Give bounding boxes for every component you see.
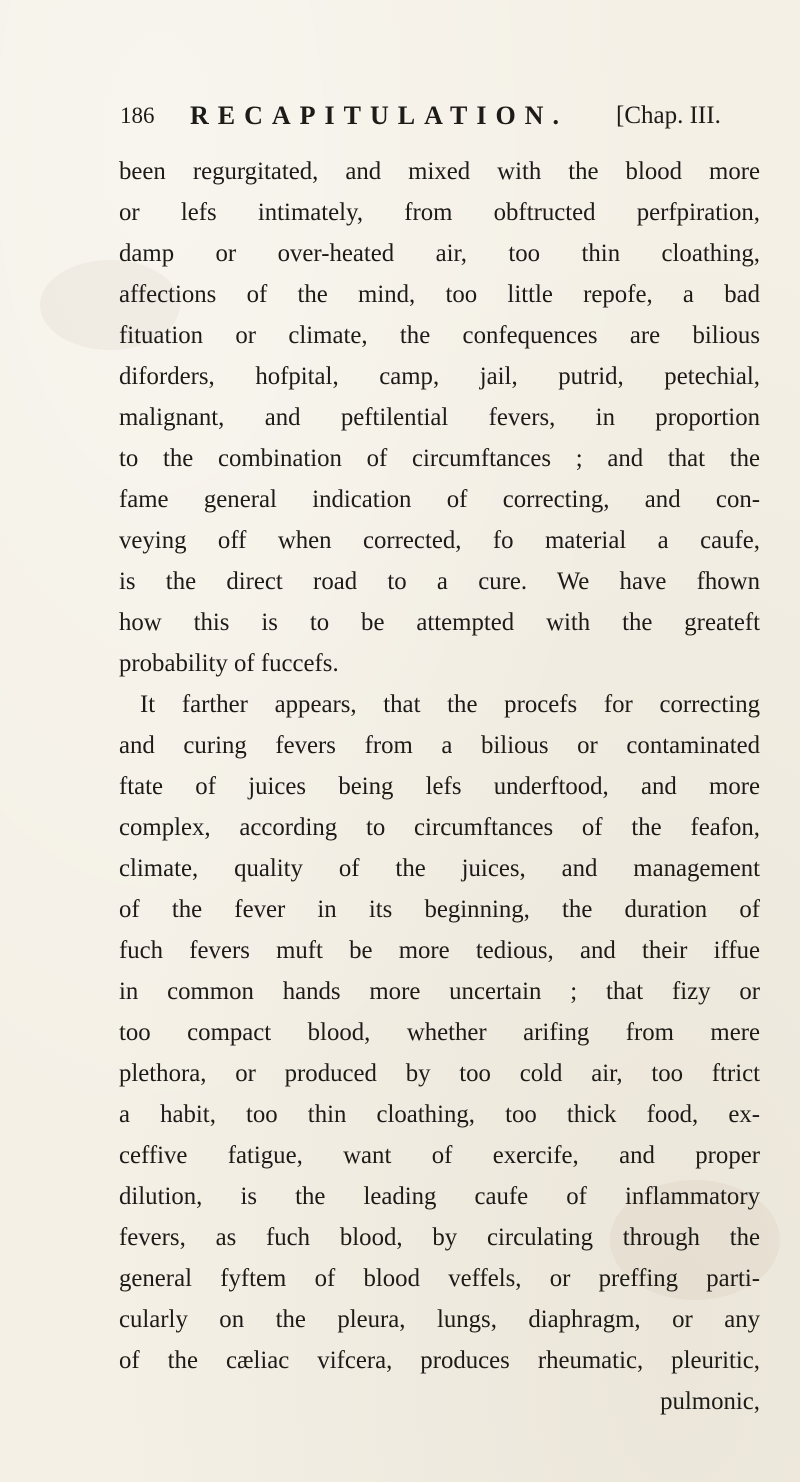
text-line: and curing fevers from a bilious or contaminated: [119, 732, 760, 759]
text-line: general fyftem of blood veffels, or preffing parti-: [119, 1265, 760, 1292]
text-line: complex, according to circumftances of the feafon,: [119, 814, 760, 841]
text-line: of the fever in its beginning, the duration of: [119, 896, 760, 923]
text-line: veying off when corrected, fo material a caufe,: [119, 527, 760, 554]
text-line: fevers, as fuch blood, by circulating through the: [119, 1224, 760, 1251]
text-line: ceffive fatigue, want of exercife, and proper: [119, 1142, 760, 1169]
text-line: a habit, too thin cloathing, too thick food, ex-: [119, 1101, 760, 1128]
text-line: malignant, and peftilential fevers, in proportion: [119, 404, 760, 431]
text-line: fituation or climate, the confequences are bilious: [119, 322, 760, 349]
text-line: plethora, or produced by too cold air, too ftrict: [119, 1060, 760, 1087]
text-line: damp or over-heated air, too thin cloathing,: [119, 240, 760, 267]
text-line: diforders, hofpital, camp, jail, putrid, petechial,: [119, 363, 760, 390]
text-line: ftate of juices being lefs underftood, and more: [119, 773, 760, 800]
text-line: cularly on the pleura, lungs, diaphragm, or any: [119, 1306, 760, 1333]
text-line: been regurgitated, and mixed with the blood more: [119, 158, 760, 185]
text-line: too compact blood, whether arifing from mere: [119, 1019, 760, 1046]
body-text: [119, 151, 760, 1422]
text-line: affections of the mind, too little repofe, a bad: [119, 281, 760, 308]
text-line: how this is to be attempted with the greateft: [119, 609, 760, 636]
text-line: It farther appears, that the procefs for correcting: [140, 691, 760, 718]
running-head: [120, 96, 800, 136]
catchword: pulmonic,: [660, 1388, 760, 1415]
text-line: dilution, is the leading caufe of inflammatory: [119, 1183, 760, 1210]
page-number: 186: [120, 103, 155, 128]
text-line: to the combination of circumftances ; and that the: [119, 445, 760, 472]
text-line: is the direct road to a cure. We have fhown: [119, 568, 760, 595]
text-line: fame general indication of correcting, and con-: [119, 486, 760, 513]
text-line: in common hands more uncertain ; that fizy or: [119, 978, 760, 1005]
text-line: fuch fevers muft be more tedious, and their iffue: [119, 937, 760, 964]
text-line: probability of fuccefs.: [119, 650, 339, 677]
text-line: climate, quality of the juices, and management: [119, 855, 760, 882]
text-line: or lefs intimately, from obftructed perfpiration,: [119, 199, 760, 226]
text-line: of the cæliac vifcera, produces rheumatic, pleuritic,: [119, 1347, 760, 1374]
chapter-label: [Chap. III.: [616, 102, 721, 129]
running-head-title: RECAPITULATION.: [190, 101, 568, 130]
